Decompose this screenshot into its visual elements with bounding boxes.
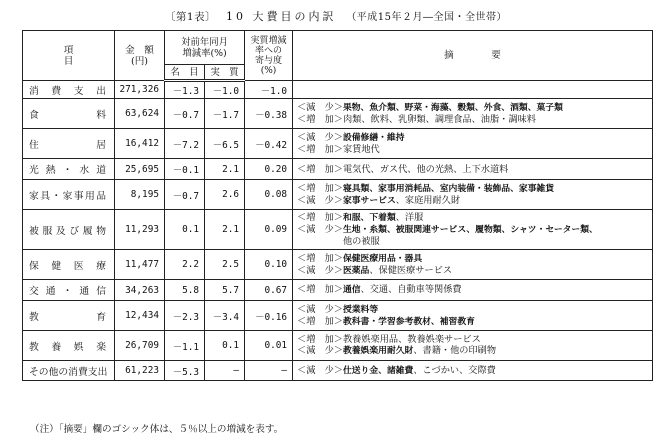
summary-text: 教養娯楽用品、教養娯楽サービス bbox=[342, 334, 481, 345]
header-item: 項 目 bbox=[23, 31, 115, 81]
summary-line bbox=[297, 183, 648, 195]
row-real: 2.1 bbox=[205, 159, 245, 180]
row-nominal: －0.7 bbox=[165, 99, 205, 129]
row-category: その他の消費支出 bbox=[23, 361, 115, 381]
header-contrib-line1: 実質増減 bbox=[250, 35, 287, 46]
change-direction-tag: ＜増 加＞ bbox=[297, 182, 343, 194]
summary-text: 、保健医療サービス bbox=[369, 264, 453, 276]
table-row bbox=[23, 180, 653, 210]
row-amount: 271,326 bbox=[115, 81, 165, 99]
table-row bbox=[23, 210, 653, 250]
row-amount: 26,709 bbox=[115, 331, 165, 361]
row-nominal: －0.1 bbox=[165, 159, 205, 180]
summary-gothic-text: 医薬品 bbox=[342, 265, 370, 276]
row-amount: 8,195 bbox=[115, 180, 165, 210]
header-row-1 bbox=[23, 31, 653, 65]
header-summary: 摘 要 bbox=[293, 31, 653, 81]
summary-gothic-text: 寝具類、家事用消耗品、室内装備・装飾品、家事雑貨 bbox=[342, 183, 555, 194]
table-row bbox=[23, 280, 653, 301]
header-contrib-line4: (%) bbox=[260, 65, 277, 76]
row-nominal: －1.3 bbox=[165, 81, 205, 99]
row-amount: 16,412 bbox=[115, 129, 165, 159]
table-row bbox=[23, 81, 653, 99]
summary-line bbox=[297, 345, 648, 357]
summary-line bbox=[297, 365, 648, 377]
summary-line bbox=[297, 164, 648, 175]
summary-line bbox=[297, 284, 648, 296]
summary-gothic-text: 生地・糸類、被服関連サービス、履物類、シャツ・セーター類、 bbox=[342, 225, 598, 235]
summary-line bbox=[297, 114, 648, 125]
summary-line bbox=[297, 253, 648, 265]
table-number: 〔第1表〕 bbox=[164, 11, 217, 23]
row-nominal: 5.8 bbox=[165, 280, 205, 301]
summary-text: 、家庭用耐久財 bbox=[395, 194, 461, 206]
change-direction-tag: ＜減 少＞ bbox=[297, 345, 343, 356]
row-amount: 61,223 bbox=[115, 361, 165, 381]
row-real: 5.7 bbox=[205, 280, 245, 301]
row-category: 教養娯楽 bbox=[23, 331, 115, 361]
summary-gothic-text: 果物、魚介類、野菜・海藻、穀類、外食、酒類、菓子類 bbox=[342, 103, 563, 113]
row-contrib: －1.0 bbox=[245, 81, 293, 99]
row-nominal: －0.7 bbox=[165, 180, 205, 210]
summary-line bbox=[297, 334, 648, 345]
header-amount-unit: (円) bbox=[130, 55, 149, 67]
summary-text: 他の被服 bbox=[342, 236, 380, 247]
header-rate-line1: 対前年同月 bbox=[181, 36, 228, 48]
row-summary bbox=[293, 250, 653, 280]
row-summary bbox=[293, 180, 653, 210]
table-main-title: 10 大費目の内訳 bbox=[225, 10, 337, 23]
summary-line bbox=[297, 195, 648, 207]
row-summary bbox=[293, 301, 653, 331]
row-summary bbox=[293, 331, 653, 361]
row-amount: 63,624 bbox=[115, 99, 165, 129]
row-real: －1.0 bbox=[205, 81, 245, 99]
summary-gothic-text: 教科書・学習参考教材、補習教育 bbox=[342, 316, 475, 327]
header-real: 実 質 bbox=[205, 65, 245, 81]
row-real: －1.7 bbox=[205, 99, 245, 129]
header-contribution bbox=[245, 31, 293, 81]
summary-gothic-text: 和服、下着類 bbox=[342, 213, 396, 223]
row-summary bbox=[293, 159, 653, 180]
row-contrib: －0.38 bbox=[245, 99, 293, 129]
summary-text: 、書籍・他の印刷物 bbox=[413, 345, 497, 356]
summary-line bbox=[297, 265, 648, 277]
row-nominal: 2.2 bbox=[165, 250, 205, 280]
row-summary bbox=[293, 280, 653, 301]
row-real: 0.1 bbox=[205, 331, 245, 361]
row-contrib: 0.08 bbox=[245, 180, 293, 210]
row-category: 消費支出 bbox=[23, 81, 115, 99]
row-category: 光熱・水道 bbox=[23, 159, 115, 180]
change-direction-tag bbox=[297, 236, 343, 247]
table-row bbox=[23, 331, 653, 361]
change-direction-tag: ＜減 少＞ bbox=[297, 364, 343, 376]
row-real: －6.5 bbox=[205, 129, 245, 159]
row-contrib: 0.10 bbox=[245, 250, 293, 280]
table-row bbox=[23, 361, 653, 381]
change-direction-tag: ＜減 少＞ bbox=[297, 224, 343, 235]
change-direction-tag: ＜減 少＞ bbox=[297, 264, 343, 276]
table-row bbox=[23, 99, 653, 129]
header-rate-line2: 増減率(%) bbox=[182, 47, 227, 59]
summary-line bbox=[297, 236, 648, 247]
summary-text: 、交通、自動車等関係費 bbox=[360, 284, 462, 295]
summary-gothic-text: 保健医療用品・器具 bbox=[342, 253, 423, 264]
row-contrib: 0.67 bbox=[245, 280, 293, 301]
row-nominal: 0.1 bbox=[165, 210, 205, 250]
row-contrib: 0.01 bbox=[245, 331, 293, 361]
row-category: 住居 bbox=[23, 129, 115, 159]
row-amount: 25,695 bbox=[115, 159, 165, 180]
summary-gothic-text: 教養娯楽用耐久財 bbox=[342, 346, 414, 356]
summary-text: 、こづかい、交際費 bbox=[413, 364, 496, 376]
change-direction-tag: ＜増 加＞ bbox=[297, 144, 343, 155]
summary-text: 電気代、ガス代、他の光熱、上下水道料 bbox=[342, 163, 509, 175]
header-amount-label: 金 額 bbox=[125, 44, 154, 56]
row-nominal: －5.3 bbox=[165, 361, 205, 381]
row-summary bbox=[293, 81, 653, 99]
change-direction-tag: ＜増 加＞ bbox=[297, 212, 343, 223]
row-nominal: －1.1 bbox=[165, 331, 205, 361]
summary-gothic-text: 家事サービス bbox=[342, 195, 396, 206]
table-row bbox=[23, 159, 653, 180]
row-contrib: －0.42 bbox=[245, 129, 293, 159]
row-summary bbox=[293, 361, 653, 381]
summary-gothic-text: 設備修繕・維持 bbox=[342, 133, 405, 143]
row-category: 交通・通信 bbox=[23, 280, 115, 301]
row-nominal: －7.2 bbox=[165, 129, 205, 159]
row-amount: 11,293 bbox=[115, 210, 165, 250]
change-direction-tag: ＜減 少＞ bbox=[297, 132, 343, 143]
row-real: 2.5 bbox=[205, 250, 245, 280]
row-real: 2.6 bbox=[205, 180, 245, 210]
change-direction-tag: ＜減 少＞ bbox=[297, 303, 343, 315]
row-category: 被服及び履物 bbox=[23, 210, 115, 250]
summary-text: 肉類、飲料、乳卵類、調理食品、油脂・調味料 bbox=[342, 114, 536, 125]
table-row bbox=[23, 250, 653, 280]
row-contrib: ― bbox=[245, 361, 293, 381]
row-amount: 11,477 bbox=[115, 250, 165, 280]
row-category: 家具・家事用品 bbox=[23, 180, 115, 210]
summary-line bbox=[297, 132, 648, 144]
change-direction-tag: ＜増 加＞ bbox=[297, 252, 343, 264]
row-real: －3.4 bbox=[205, 301, 245, 331]
row-real: 2.1 bbox=[205, 210, 245, 250]
summary-text: 、洋服 bbox=[395, 212, 424, 223]
header-contrib-line2: 率への bbox=[255, 45, 283, 56]
header-nominal: 名 目 bbox=[165, 65, 205, 81]
row-summary bbox=[293, 210, 653, 250]
change-direction-tag: ＜増 加＞ bbox=[297, 284, 343, 295]
summary-gothic-text: 授業料等 bbox=[342, 304, 379, 315]
change-direction-tag: ＜増 加＞ bbox=[297, 163, 343, 175]
row-contrib: 0.20 bbox=[245, 159, 293, 180]
table-row bbox=[23, 129, 653, 159]
change-direction-tag: ＜増 加＞ bbox=[297, 315, 343, 327]
row-contrib: －0.16 bbox=[245, 301, 293, 331]
row-contrib: 0.09 bbox=[245, 210, 293, 250]
table-title bbox=[0, 8, 672, 24]
summary-line bbox=[297, 102, 648, 114]
change-direction-tag: ＜増 加＞ bbox=[297, 114, 343, 125]
row-category: 保健医療 bbox=[23, 250, 115, 280]
row-real: ― bbox=[205, 361, 245, 381]
change-direction-tag: ＜減 少＞ bbox=[297, 194, 343, 206]
footnote: （注）「摘要」欄のゴシック体は、５％以上の増減を表す。 bbox=[30, 424, 284, 435]
header-contrib-line3: 寄与度 bbox=[255, 55, 283, 66]
summary-gothic-text: 通信 bbox=[342, 285, 361, 295]
row-amount: 34,263 bbox=[115, 280, 165, 301]
summary-gothic-text: 仕送り金、諸雑費 bbox=[342, 365, 414, 376]
summary-line bbox=[297, 304, 648, 316]
expenditure-table bbox=[22, 30, 653, 381]
header-amount bbox=[115, 31, 165, 81]
row-summary bbox=[293, 129, 653, 159]
table-subtitle: （平成15年２月―全国・全世帯） bbox=[346, 12, 508, 23]
row-category: 食料 bbox=[23, 99, 115, 129]
summary-line bbox=[297, 144, 648, 155]
row-category: 教育 bbox=[23, 301, 115, 331]
change-direction-tag: ＜減 少＞ bbox=[297, 102, 343, 113]
table-row bbox=[23, 301, 653, 331]
table-body bbox=[23, 81, 653, 381]
change-direction-tag: ＜増 加＞ bbox=[297, 334, 343, 345]
summary-line bbox=[297, 212, 648, 224]
summary-line bbox=[297, 224, 648, 236]
row-summary bbox=[293, 99, 653, 129]
summary-line bbox=[297, 316, 648, 328]
header-rate bbox=[165, 31, 245, 65]
row-amount: 12,434 bbox=[115, 301, 165, 331]
row-nominal: －2.3 bbox=[165, 301, 205, 331]
summary-text: 家賃地代 bbox=[342, 144, 380, 155]
